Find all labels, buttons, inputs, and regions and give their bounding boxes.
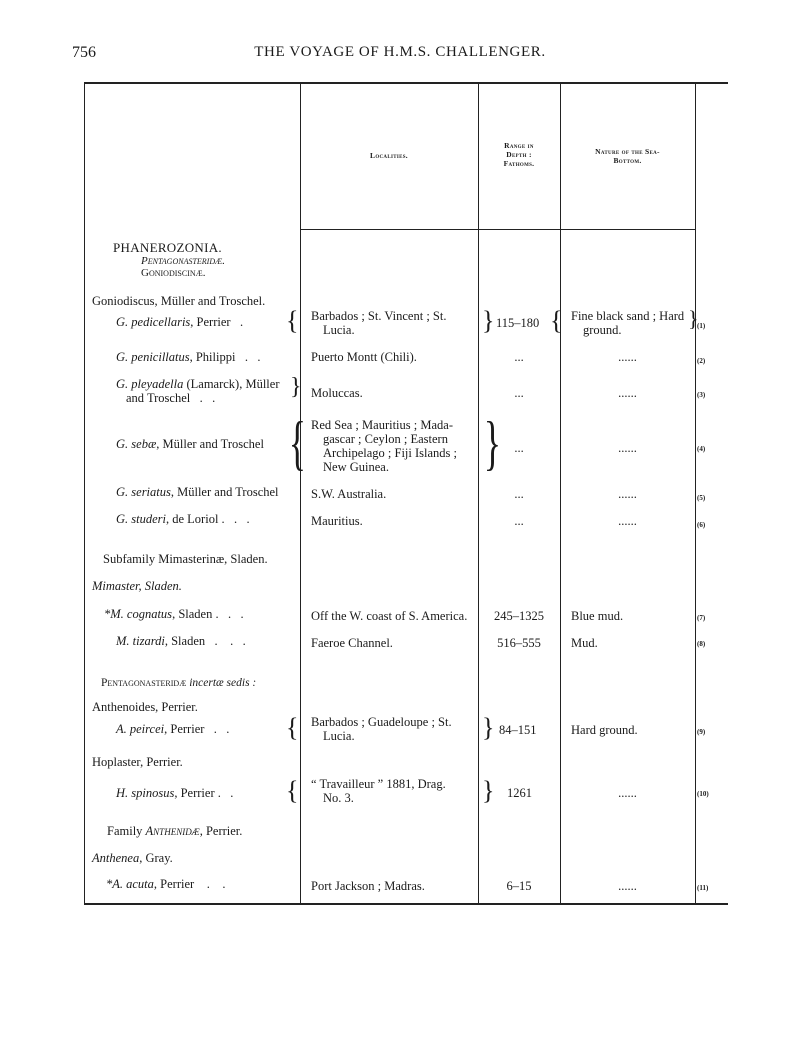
range-10: 1261 xyxy=(507,786,532,800)
species-g-seriatus: G. seriatus, Müller and Troschel xyxy=(116,485,279,499)
species-g-studeri: G. studeri, de Loriol . . . xyxy=(116,512,250,526)
genus-anthenea: Anthenea, Gray. xyxy=(92,851,173,865)
brace-right: } xyxy=(482,306,495,335)
range-9: 84–151 xyxy=(499,723,537,737)
species-a-acuta: *A. acuta, Perrier . . xyxy=(106,877,226,891)
heading-anthenidae: Family Anthenidæ, Perrier. xyxy=(107,824,243,838)
note-10: (10) xyxy=(697,790,709,798)
range-4: ... xyxy=(514,441,524,455)
running-head: THE VOYAGE OF H.M.S. CHALLENGER. xyxy=(254,44,546,60)
brace-right: } xyxy=(482,776,495,805)
heading-mimasterinae: Subfamily Mimasterinæ, Sladen. xyxy=(103,552,268,566)
note-9: (9) xyxy=(697,728,706,736)
note-7: (7) xyxy=(697,614,706,622)
range-6: ... xyxy=(514,514,524,528)
locality-6: Mauritius. xyxy=(311,514,363,528)
range-2: ... xyxy=(514,350,524,364)
bottom-3: ...... xyxy=(618,386,637,400)
column-rule-right xyxy=(695,82,696,904)
brace-right: } xyxy=(483,410,502,476)
bottom-11: ...... xyxy=(618,879,637,893)
species-m-tizardi: M. tizardi, Sladen . . . xyxy=(116,634,246,648)
header-bottom-rule xyxy=(300,229,696,230)
locality-5: S.W. Australia. xyxy=(311,487,387,501)
locality-3: Moluccas. xyxy=(311,386,363,400)
bottom-5: ...... xyxy=(618,487,637,501)
species-g-penicillatus: G. penicillatus, Philippi . . xyxy=(116,350,261,364)
bottom-10: ...... xyxy=(618,786,637,800)
bottom-4: ...... xyxy=(618,441,637,455)
locality-11: Port Jackson ; Madras. xyxy=(311,879,425,893)
table-top-rule xyxy=(84,82,728,84)
species-a-peircei: A. peircei, Perrier . . xyxy=(116,722,230,736)
note-11: (11) xyxy=(697,884,709,892)
heading-pentagonasteridae: Pentagonasteridæ. xyxy=(141,255,225,267)
range-8: 516–555 xyxy=(497,636,541,650)
range-7: 245–1325 xyxy=(494,609,544,623)
bottom-8: Mud. xyxy=(571,636,598,650)
range-1: 115–180 xyxy=(496,316,540,330)
note-6: (6) xyxy=(697,521,706,529)
note-2: (2) xyxy=(697,357,706,365)
bottom-6: ...... xyxy=(618,514,637,528)
locality-1: Barbados ; St. Vincent ; St. Lucia. xyxy=(311,309,447,337)
column-rule-localities xyxy=(300,82,301,904)
range-11: 6–15 xyxy=(506,879,532,893)
locality-10: “ Travailleur ” 1881, Drag. No. 3. xyxy=(311,777,446,805)
heading-goniodiscinae: Goniodiscinæ. xyxy=(141,267,206,279)
brace-right: } xyxy=(290,374,302,400)
bottom-7: Blue mud. xyxy=(571,609,624,623)
species-g-sebae: G. sebæ, Müller and Troschel xyxy=(116,437,264,451)
species-g-pleyadella: G. pleyadella (Lamarck), Müller and Troschel . . xyxy=(116,377,280,405)
locality-7: Off the W. coast of S. America. xyxy=(311,609,468,623)
brace-right: } xyxy=(482,713,495,742)
species-h-spinosus: H. spinosus, Perrier . . xyxy=(116,786,234,800)
brace-right: } xyxy=(688,306,699,331)
species-g-pedicellaris: G. pedicellaris, Perrier . xyxy=(116,315,244,329)
bottom-2: ...... xyxy=(618,350,637,364)
header-nature: Nature of the Sea- Bottom. xyxy=(595,147,660,165)
species-m-cognatus: *M. cognatus, Sladen . . . xyxy=(104,607,244,621)
range-5: ... xyxy=(514,487,524,501)
genus-goniodiscus: Goniodiscus, Müller and Troschel. xyxy=(92,294,266,308)
bottom-9: Hard ground. xyxy=(571,723,638,737)
note-8: (8) xyxy=(697,640,706,648)
heading-phanerozonia: PHANEROZONIA. xyxy=(113,240,222,255)
brace-left: { xyxy=(286,713,299,742)
range-3: ... xyxy=(514,386,524,400)
heading-incertae-sedis: Pentagonasteridæ incertæ sedis : xyxy=(101,677,257,689)
brace-left: { xyxy=(550,306,563,335)
brace-left: { xyxy=(286,776,299,805)
header-range: Range in Depth : Fathoms. xyxy=(503,141,535,168)
note-4: (4) xyxy=(697,445,706,453)
locality-9: Barbados ; Guadeloupe ; St. Lucia. xyxy=(311,715,452,743)
locality-8: Faeroe Channel. xyxy=(311,636,393,650)
bottom-1: Fine black sand ; Hard ground. xyxy=(571,309,685,337)
header-localities: Localities. xyxy=(370,151,408,160)
genus-hoplaster: Hoplaster, Perrier. xyxy=(92,755,183,769)
note-3: (3) xyxy=(697,391,706,399)
genus-mimaster: Mimaster, Sladen. xyxy=(92,579,182,593)
note-5: (5) xyxy=(697,494,706,502)
brace-left: { xyxy=(288,410,307,476)
locality-4: Red Sea ; Mauritius ; Mada- gascar ; Ceylon ; Eastern Archipelago ; Fiji Islands ; New Guinea. xyxy=(311,418,458,474)
table-bottom-rule xyxy=(84,903,728,905)
page-number: 756 xyxy=(72,44,96,61)
note-1: (1) xyxy=(697,322,706,330)
locality-2: Puerto Montt (Chili). xyxy=(311,350,417,364)
column-rule-left xyxy=(84,82,85,904)
genus-anthenoides: Anthenoides, Perrier. xyxy=(92,700,198,714)
brace-left: { xyxy=(286,306,299,335)
